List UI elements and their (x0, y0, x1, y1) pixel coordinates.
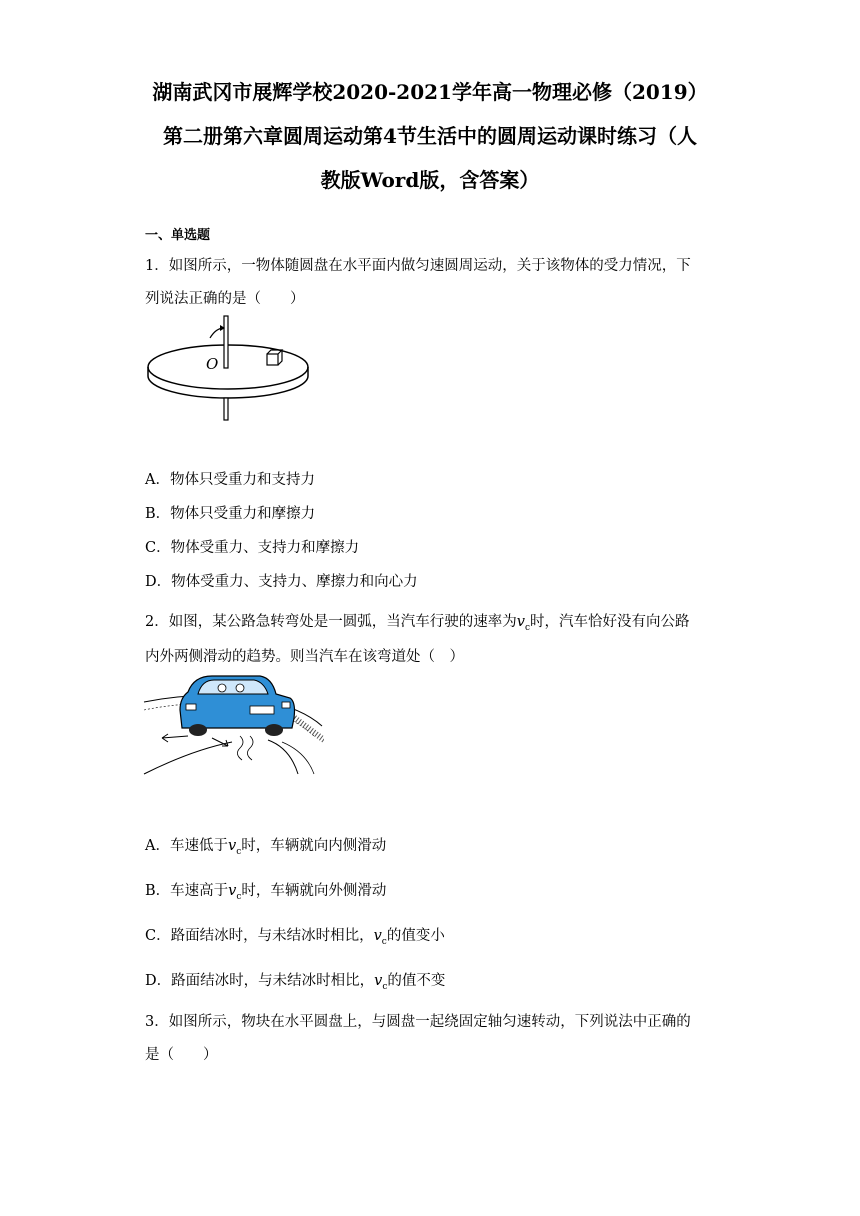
section-heading: 一、单选题 (145, 228, 211, 243)
title-line-1: 湖南武冈市展辉学校2020-2021学年高一物理必修（2019） (152, 80, 708, 104)
q3-stem-line-2: 是（ ） (145, 1047, 218, 1063)
q1-option-c: C．物体受重力、支持力和摩擦力 (145, 540, 360, 556)
q3-stem-line-1: 3．如图所示，物块在水平圆盘上，与圆盘一起绕固定轴匀速转动，下列说法中正确的 (145, 1014, 691, 1030)
speed-symbol: $v_c$ (227, 838, 242, 857)
q1-option-b: B．物体只受重力和摩擦力 (145, 506, 316, 522)
speed-symbol: $v_c$ (374, 973, 388, 992)
rotating-disk-figure (140, 312, 320, 424)
q1-option-a: A．物体只受重力和支持力 (145, 472, 315, 488)
figure-label-o: O (206, 355, 219, 373)
q2-option-a: A．车速低于$v_c$时，车辆就向内侧滑动 (145, 838, 387, 857)
speed-symbol: $v_c$ (228, 883, 242, 902)
q2-option-d: D．路面结冰时，与未结冰时相比，$v_c$的值不变 (145, 973, 446, 992)
small-cube (267, 350, 282, 365)
speed-symbol: $v_c$ (516, 614, 530, 633)
title-line-3: 教版Word版，含答案） (320, 168, 540, 192)
q2-option-b: B．车速高于$v_c$时，车辆就向外侧滑动 (145, 883, 387, 902)
q2-stem-line-2: 内外两侧滑动的趋势。则当汽车在该弯道处（ ） (145, 649, 464, 665)
car-on-curve-figure (142, 670, 324, 780)
q1-stem-line-1: 1．如图所示，一物体随圆盘在水平面内做匀速圆周运动，关于该物体的受力情况，下 (145, 258, 691, 274)
q1-stem-line-2: 列说法正确的是（ ） (145, 291, 305, 307)
car-icon (180, 676, 295, 736)
speed-symbol: $v_c$ (373, 928, 387, 947)
title-line-2: 第二册第六章圆周运动第4节生活中的圆周运动课时练习（人 (163, 124, 697, 148)
q2-stem-line-1: 2．如图，某公路急转弯处是一圆弧，当汽车行驶的速率为$v_c$时，汽车恰好没有向公路 (145, 614, 690, 633)
q1-option-d: D．物体受重力、支持力、摩擦力和向心力 (145, 574, 418, 590)
q2-option-c: C．路面结冰时，与未结冰时相比，$v_c$的值变小 (145, 928, 445, 947)
